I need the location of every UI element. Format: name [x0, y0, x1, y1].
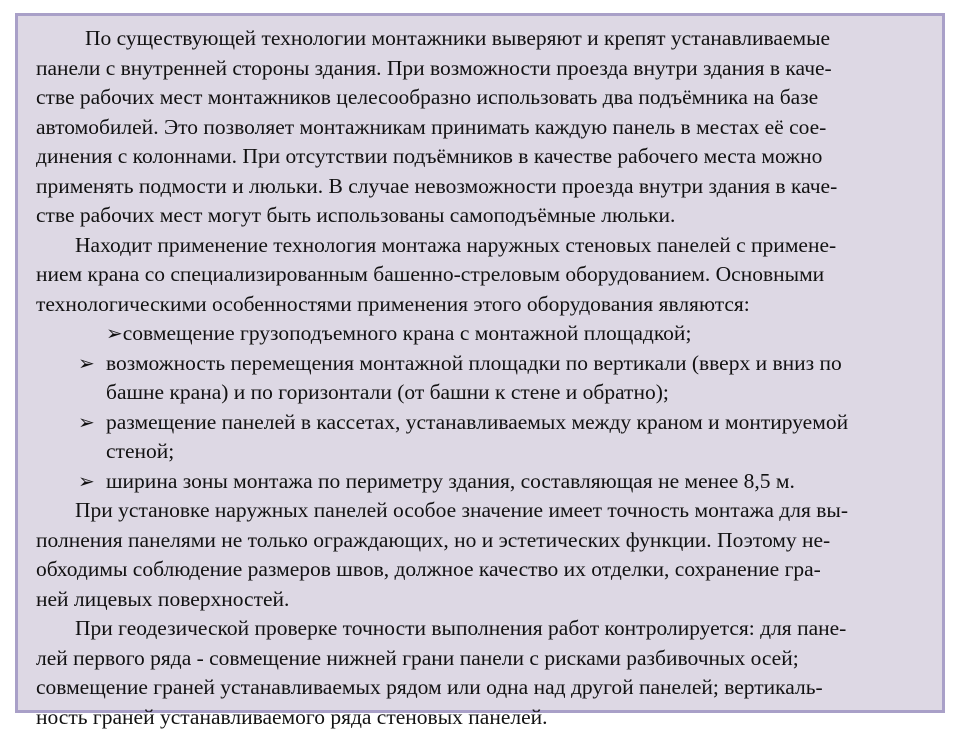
text-line: совмещение граней устанавливаемых рядом или одна над другой панелей; вертикаль- — [36, 673, 936, 703]
list-item-text: башне крана) и по горизонтали (от башни к стене и обратно); — [36, 378, 936, 408]
list-item-text: возможность перемещения монтажной площадки по вертикали (вверх и вниз по — [106, 351, 842, 375]
list-item — [36, 408, 936, 467]
paragraph-existing-technology — [36, 24, 936, 231]
text-line: ней лицевых поверхностей. — [36, 585, 936, 615]
text-line: панели с внутренней стороны здания. При возможности проезда внутри здания в каче- — [36, 54, 936, 84]
text-line: полнения панелями не только ограждающих, но и эстетических функции. Поэтому не- — [36, 526, 936, 556]
text-line: динения с колоннами. При отсутствии подъёмников в качестве рабочего места можно — [36, 142, 936, 172]
text-line: стве рабочих мест монтажников целесообразно использовать два подъёмника на базе — [36, 83, 936, 113]
list-item-text: стеной; — [36, 437, 936, 467]
text-line: ность граней устанавливаемого ряда стеновых панелей. — [36, 703, 936, 732]
text-line: При установке наружных панелей особое значение имеет точность монтажа для вы- — [36, 496, 936, 526]
text-line: применять подмости и люльки. В случае невозможности проезда внутри здания в каче- — [36, 172, 936, 202]
arrow-bullet-icon: ➢ — [78, 349, 106, 379]
paragraph-geodetic-check — [36, 614, 936, 732]
slide-frame — [15, 13, 945, 713]
text-line: Находит применение технология монтажа наружных стеновых панелей с примене- — [36, 231, 936, 261]
text-line: При геодезической проверке точности выполнения работ контролируется: для пане- — [36, 614, 936, 644]
arrow-bullet-icon: ➢ — [78, 408, 106, 438]
paragraph-installation-accuracy — [36, 496, 936, 614]
text-line: лей первого ряда - совмещение нижней грани панели с рисками разбивочных осей; — [36, 644, 936, 674]
text-line: нием крана со специализированным башенно-стреловым оборудованием. Основными — [36, 260, 936, 290]
arrow-bullet-icon: ➢ — [106, 321, 123, 345]
list-item-text: совмещение грузоподъемного крана с монтажной площадкой; — [123, 321, 692, 345]
list-item — [36, 467, 936, 497]
paragraph-crane-technology — [36, 231, 936, 320]
bullet-list — [36, 319, 936, 496]
text-line: автомобилей. Это позволяет монтажникам принимать каждую панель в местах её сое- — [36, 113, 936, 143]
text-line: технологическими особенностями применения этого оборудования являются: — [36, 290, 936, 320]
arrow-bullet-icon: ➢ — [78, 467, 106, 497]
list-item — [36, 319, 936, 349]
slide-text — [36, 24, 936, 732]
list-item-text: размещение панелей в кассетах, устанавливаемых между краном и монтируемой — [106, 410, 848, 434]
list-item-text: ширина зоны монтажа по периметру здания, составляющая не менее 8,5 м. — [106, 469, 795, 493]
text-line: стве рабочих мест могут быть использованы самоподъёмные люльки. — [36, 201, 936, 231]
text-line: По существующей технологии монтажники выверяют и крепят устанавливаемые — [36, 24, 936, 54]
text-line: обходимы соблюдение размеров швов, должное качество их отделки, сохранение гра- — [36, 555, 936, 585]
list-item — [36, 349, 936, 408]
